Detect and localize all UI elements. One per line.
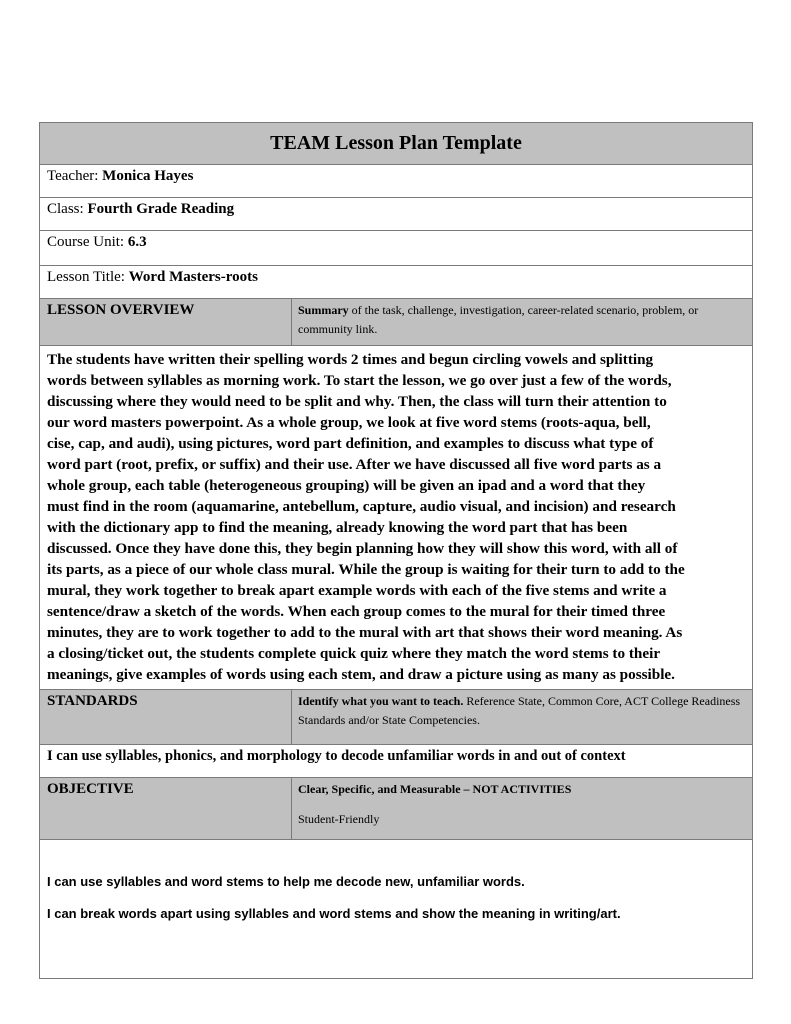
paragraph-line: our word masters powerpoint. As a whole group, we look at five word stems (roots-aqua, bell, <box>47 414 651 431</box>
paragraph-line: word part (root, prefix, or suffix) and their use. After we have discussed all five word parts as a <box>47 456 662 473</box>
paragraph-line: with the dictionary app to find the meaning, already knowing the word part that has been <box>47 519 628 536</box>
standards-note-text: Reference State, Common Core, ACT College Readiness Standards and/or State Competencies. <box>298 694 741 727</box>
paragraph-line: words between syllables as morning work. To start the lesson, we go over just a few of the words, <box>47 372 672 389</box>
overview-heading: LESSON OVERVIEW <box>40 299 292 346</box>
class-row <box>40 198 753 231</box>
standards-note-bold: Identify what you want to teach. <box>298 694 464 708</box>
paragraph-line: minutes, they are to work together to add to the mural with art that shows their word meaning. As <box>47 624 683 641</box>
class-value: Fourth Grade Reading <box>87 201 235 217</box>
teacher-row <box>40 165 753 198</box>
overview-note-bold: Summary <box>298 303 349 317</box>
objective-note-sub: Student-Friendly <box>298 812 380 826</box>
course-unit-row <box>40 231 753 266</box>
overview-paragraph <box>40 346 753 690</box>
paragraph-line: its parts, as a piece of our whole class mural. While the group is waiting for their turn to add to the <box>47 561 685 578</box>
overview-note <box>292 299 753 346</box>
document-title: TEAM Lesson Plan Template <box>40 123 753 165</box>
paragraph-line: meanings, give examples of words using each stem, and draw a picture using as many as possible. <box>47 666 675 683</box>
class-label: Class: <box>47 201 88 217</box>
paragraph-line: must find in the room (aquamarine, antebellum, capture, audio visual, and incision) and research <box>47 498 676 515</box>
objective-content <box>40 840 753 979</box>
course-unit-value: 6.3 <box>127 234 147 250</box>
standards-content: I can use syllables, phonics, and morphology to decode unfamiliar words in and out of context <box>40 745 753 778</box>
objective-item: I can use syllables and word stems to help me decode new, unfamiliar words. <box>47 874 525 889</box>
lesson-plan-table <box>39 122 753 979</box>
lesson-title-label: Lesson Title: <box>47 269 129 285</box>
lesson-title-row <box>40 266 753 299</box>
paragraph-line: The students have written their spelling words 2 times and begun circling vowels and splitting <box>47 351 654 368</box>
teacher-label: Teacher: <box>47 168 103 184</box>
standards-note <box>292 690 753 745</box>
paragraph-line: sentence/draw a sketch of the words. When each group comes to the mural for their timed three <box>47 603 666 620</box>
paragraph-line: discussed. Once they have done this, they begin planning how they will show this word, with all of <box>47 540 678 557</box>
standards-heading: STANDARDS <box>40 690 292 745</box>
objective-note-bold: Clear, Specific, and Measurable – NOT ACTIVITIES <box>298 782 572 796</box>
lesson-title-value: Word Masters-roots <box>128 269 258 285</box>
course-unit-label: Course Unit: <box>47 234 128 250</box>
teacher-value: Monica Hayes <box>102 168 194 184</box>
paragraph-line: whole group, each table (heterogeneous grouping) will be given an ipad and a word that they <box>47 477 646 494</box>
objective-item: I can break words apart using syllables and word stems and show the meaning in writing/art. <box>47 906 621 921</box>
paragraph-line: mural, they work together to break apart example words with each of the five stems and write a <box>47 582 667 599</box>
paragraph-line: discussing where they would need to be split and why. Then, the class will turn their attention to <box>47 393 667 410</box>
objective-note <box>292 778 753 840</box>
paragraph-line: a closing/ticket out, the students complete quick quiz where they match the word stems to their <box>47 645 661 662</box>
overview-note-text: of the task, challenge, investigation, career-related scenario, problem, or community link. <box>298 303 699 336</box>
objective-heading: OBJECTIVE <box>40 778 292 840</box>
paragraph-line: cise, cap, and audi), using pictures, word part definition, and examples to discuss what type of <box>47 435 654 452</box>
